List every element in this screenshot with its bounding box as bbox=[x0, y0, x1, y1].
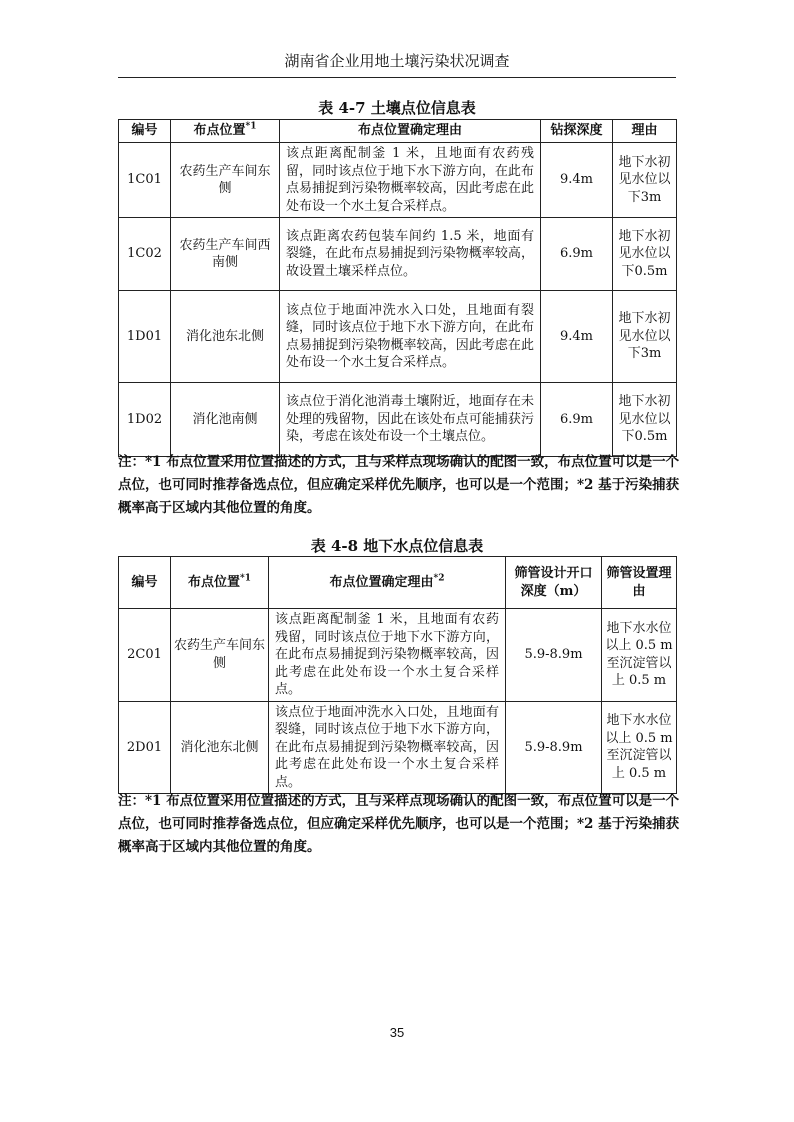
cell-id: 1D01 bbox=[119, 291, 171, 383]
table1-header-rationale: 理由 bbox=[613, 120, 677, 143]
cell-rationale: 地下水水位以上 0.5 m 至沉淀管以上 0.5 m bbox=[602, 701, 677, 794]
cell-rationale: 地下水初见水位以下3m bbox=[613, 291, 677, 383]
cell-reason: 该点位于消化池消毒土壤附近，地面存在未处理的残留物，因此在该处布点可能捕获污染，考虑在该处布设一个土壤点位。 bbox=[280, 383, 541, 457]
table2-header-rationale: 筛管设置理由 bbox=[602, 557, 677, 609]
cell-depth: 9.4m bbox=[541, 143, 613, 218]
cell-location: 农药生产车间西南侧 bbox=[171, 218, 280, 291]
table1-caption: 表 4-7 土壤点位信息表 bbox=[318, 99, 476, 117]
table1-header-depth: 钻探深度 bbox=[541, 120, 613, 143]
table1-header-reason: 布点位置确定理由 bbox=[280, 120, 541, 143]
table-row bbox=[119, 291, 677, 383]
cell-reason: 该点距离农药包装车间约 1.5 米，地面有裂缝，在此布点易捕捉到污染物概率较高，故设置土壤采样点位。 bbox=[280, 218, 541, 291]
cell-reason: 该点位于地面冲洗水入口处，且地面有裂缝，同时该点位于地下水下游方向，在此布点易捕捉到污染物概率较高，因此考虑在此处布设一个水土复合采样点。 bbox=[280, 291, 541, 383]
cell-id: 1D02 bbox=[119, 383, 171, 457]
cell-location: 消化池东北侧 bbox=[171, 291, 280, 383]
table2-header-id: 编号 bbox=[119, 557, 171, 609]
groundwater-points-table bbox=[118, 556, 677, 794]
table-row bbox=[119, 701, 677, 794]
table2-caption: 表 4-8 地下水点位信息表 bbox=[310, 537, 484, 555]
cell-rationale: 地下水初见水位以下3m bbox=[613, 143, 677, 218]
cell-rationale: 地下水水位以上 0.5 m 至沉淀管以上 0.5 m bbox=[602, 609, 677, 702]
cell-reason: 该点距离配制釜 1 米，且地面有农药残留，同时该点位于地下水下游方向，在此布点易捕捉到污染物概率较高，因此考虑在此处布设一个水土复合采样点。 bbox=[280, 143, 541, 218]
page-header: 湖南省企业用地土壤污染状况调查 bbox=[118, 50, 676, 78]
cell-reason: 该点位于地面冲洗水入口处，且地面有裂缝，同时该点位于地下水下游方向，在此布点易捕捉到污染物概率较高，因此考虑在此处布设一个水土复合采样点。 bbox=[269, 701, 506, 794]
table-row bbox=[119, 383, 677, 457]
cell-id: 1C01 bbox=[119, 143, 171, 218]
cell-location: 消化池东北侧 bbox=[171, 701, 269, 794]
cell-id: 1C02 bbox=[119, 218, 171, 291]
cell-depth: 6.9m bbox=[541, 218, 613, 291]
table2-header-reason: 布点位置确定理由$^{*2}$ bbox=[269, 557, 506, 609]
cell-depth: 5.9-8.9m bbox=[506, 701, 602, 794]
cell-id: 2C01 bbox=[119, 609, 171, 702]
cell-rationale: 地下水初见水位以下0.5m bbox=[613, 218, 677, 291]
table-row bbox=[119, 609, 677, 702]
soil-points-table bbox=[118, 119, 677, 457]
table2-header-location: 布点位置$^{*1}$ bbox=[171, 557, 269, 609]
cell-depth: 5.9-8.9m bbox=[506, 609, 602, 702]
table2-note: 注：*1 布点位置采用位置描述的方式，且与采样点现场确认的配图一致，布点位置可以是一个点位，也可同时推荐备选点位，但应确定采样优先顺序，也可以是一个范围；*2 基于污染捕获概率高于区域内其他位置的角度。 bbox=[118, 793, 680, 855]
cell-location: 消化池南侧 bbox=[171, 383, 280, 457]
cell-depth: 9.4m bbox=[541, 291, 613, 383]
cell-location: 农药生产车间东侧 bbox=[171, 143, 280, 218]
table1-note: 注：*1 布点位置采用位置描述的方式，且与采样点现场确认的配图一致，布点位置可以是一个点位，也可同时推荐备选点位，但应确定采样优先顺序，也可以是一个范围；*2 基于污染捕获概率高于区域内其他位置的角度。 bbox=[118, 454, 680, 516]
cell-location: 农药生产车间东侧 bbox=[171, 609, 269, 702]
cell-rationale: 地下水初见水位以下0.5m bbox=[613, 383, 677, 457]
cell-depth: 6.9m bbox=[541, 383, 613, 457]
table-row bbox=[119, 143, 677, 218]
table-row bbox=[119, 218, 677, 291]
page-number: 35 bbox=[389, 1025, 405, 1040]
table2-header-row bbox=[119, 557, 677, 609]
table1-header-row bbox=[119, 120, 677, 143]
cell-reason: 该点距离配制釜 1 米，且地面有农药残留，同时该点位于地下水下游方向，在此布点易捕捉到污染物概率较高，因此考虑在此处布设一个水土复合采样点。 bbox=[269, 609, 506, 702]
table2-header-depth: 筛管设计开口深度（m） bbox=[506, 557, 602, 609]
cell-id: 2D01 bbox=[119, 701, 171, 794]
table1-header-id: 编号 bbox=[119, 120, 171, 143]
table1-header-location: 布点位置$^{*1}$ bbox=[171, 120, 280, 143]
